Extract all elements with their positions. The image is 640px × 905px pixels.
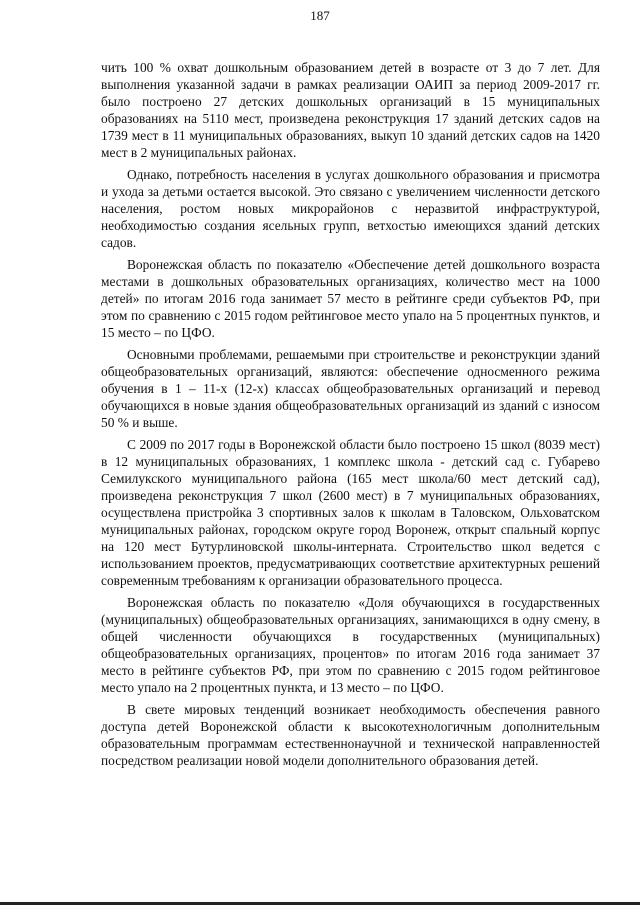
document-body — [101, 59, 600, 769]
page-number: 187 — [310, 8, 330, 23]
paragraph: Воронежская область по показателю «Обеспечение детей дошкольного возраста местами в дошкольных образовательных организациях, количество мест на 1000 детей» по итогам 2016 года занимает 57 место в рейтинге среди субъектов РФ, при этом по сравнению с 2015 годом рейтинговое место упало на 5 процентных пунктов, и 15 место – по ЦФО. — [101, 257, 600, 340]
paragraph: С 2009 по 2017 годы в Воронежской области было построено 15 школ (8039 мест) в 12 муниципальных образованиях, 1 комплекс школа - детский сад с. Губарево Семилукского муниципального района (165 мест школа/60 мест детский сад), произведена реконструкция 7 школ (2600 мест) в 7 муниципальных образованиях, осуществлена пристройка 3 спортивных залов к школам в Таловском, Ольховатском муниципальных районах, городском округе город Воронеж, открыт спальный корпус на 120 мест Бутурлиновской школы-интерната. Строительство школ ведется с использованием проектов, предусматривающих соответствие архитектурных решений современным требованиям к организации образовательного процесса. — [101, 437, 600, 588]
paragraph: Однако, потребность населения в услугах дошкольного образования и присмотра и ухода за детьми остается высокой. Это связано с увеличением численности детского населения, ростом новых микрорайонов с неразвитой инфраструктурой, необходимостью создания ясельных групп, ветхостью имеющихся зданий детских садов. — [101, 167, 600, 250]
paragraph: Воронежская область по показателю «Доля обучающихся в государственных (муниципальных) общеобразовательных организациях, занимающихся в одну смену, в общей численности обучающихся в государственных (муниципальных) общеобразовательных организациях, процентов» по итогам 2016 года занимает 37 место в рейтинге субъектов РФ, при этом по сравнению с 2015 годом рейтинговое место упало на 2 процентных пункта, и 13 место – по ЦФО. — [101, 595, 600, 695]
paragraph: чить 100 % охват дошкольным образованием детей в возрасте от 3 до 7 лет. Для выполнения указанной задачи в рамках реализации ОАИП за период 2009-2017 гг. было построено 27 детских дошкольных организаций в 15 муниципальных образованиях на 5110 мест, произведена реконструкция 17 зданий детских садов на 1739 мест в 11 муниципальных образованиях, выкуп 10 зданий детских садов на 1420 мест в 2 муниципальных районах. — [101, 60, 600, 160]
paragraph: Основными проблемами, решаемыми при строительстве и реконструкции зданий общеобразовательных организаций, являются: обеспечение односменного режима обучения в 1 – 11-х (12-х) классах общеобразовательных организаций и перевод обучающихся в новые здания общеобразовательных организаций из зданий с износом 50 % и выше. — [101, 347, 600, 430]
paragraph: В свете мировых тенденций возникает необходимость обеспечения равного доступа детей Воронежской области к высокотехнологичным дополнительным образовательным программам естественнонаучной и технической направленностей посредством реализации новой модели дополнительного образования детей. — [101, 702, 600, 768]
